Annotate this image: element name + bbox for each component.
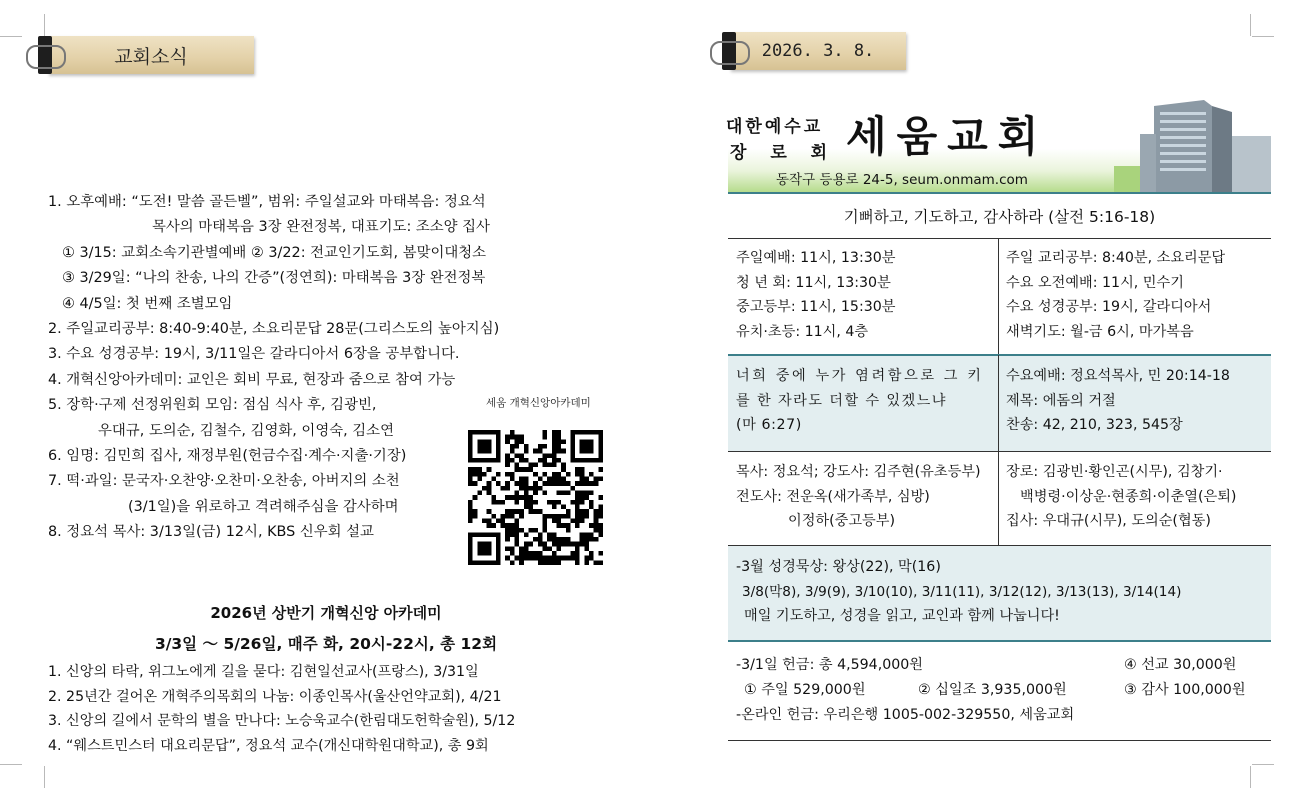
study-schedule: [1006, 246, 1225, 345]
divider: [728, 238, 1271, 239]
news-line: 4. 개혁신앙아카데미: 교인은 회비 무료, 현장과 줌으로 참여 가능: [48, 371, 456, 388]
denomination-line1: 대한예수교: [726, 117, 824, 137]
staff-line: 이정하(중고등부): [788, 513, 896, 530]
academy-list: [48, 660, 515, 758]
news-line: ③ 3/29일: “나의 찬송, 나의 간증”(정연희): 마태복음 3장 완전정복: [62, 270, 486, 287]
crop-mark: [1252, 14, 1274, 37]
schedule-line: 청 년 회: 11시, 13:30분: [736, 274, 891, 291]
offering-tithe: ② 십일조 3,935,000원: [918, 682, 1067, 698]
wednesday-service: [1006, 364, 1230, 438]
bible-reading: [736, 555, 1181, 629]
staff-line: 집사: 우대규(시무), 도의순(협동): [1006, 513, 1211, 530]
news-banner: [48, 36, 254, 74]
verse-line: (마 6:27): [736, 417, 802, 434]
staff-line: 목사: 정요석; 강도사: 김주현(유초등부): [736, 464, 981, 480]
offering-total: -3/1일 헌금: 총 4,594,000원: [736, 657, 923, 673]
news-line: 2. 주일교리공부: 8:40-9:40분, 소요리문답 28문(그리스도의 높아지심): [48, 321, 500, 338]
news-line: 7. 떡·과일: 문국자·오찬양·오찬미·오찬송, 아버지의 소천: [48, 473, 400, 490]
academy-subtitle: 3/3일 ～ 5/26일, 매주 화, 20시-22시, 총 12회: [154, 635, 498, 653]
news-line: 1. 오후예배: “도전! 말씀 골든벨”, 범위: 주일설교와 마태복음: 정요석: [48, 194, 486, 210]
news-line: ① 3/15: 교회소속기관별예배 ② 3/22: 전교인기도회, 봄맞이대청소: [62, 244, 487, 261]
column-divider: [998, 355, 999, 451]
schedule-line: 중고등부: 11시, 15:30분: [736, 299, 896, 316]
offering-sunday: ① 주일 529,000원: [744, 682, 866, 698]
verse-line: 를 한 자라도 더할 수 있겠느냐: [736, 392, 947, 409]
schedule-line: 수요 오전예배: 11시, 민수기: [1006, 274, 1184, 291]
wednesday-line: 찬송: 42, 210, 323, 545장: [1006, 417, 1183, 434]
academy-item: 1. 신앙의 타락, 위그노에게 길을 묻다: 김현일선교사(프랑스), 3/31일: [48, 664, 479, 680]
news-line: 6. 임명: 김민희 집사, 재정부원(헌금수집·계수·지출·기장): [48, 448, 407, 465]
offering-mission: ④ 선교 30,000원: [1124, 657, 1237, 673]
verse-line: 너희 중에 누가 염려함으로 그 키: [736, 368, 984, 384]
staff-line: 백병령·이상운·현종희·이춘열(은퇴): [1020, 488, 1237, 505]
news-line: (3/1일)을 위로하고 격려해주심을 감사하며: [128, 498, 399, 515]
motto: 기뻐하고, 기도하고, 감사하라 (살전 5:16-18): [843, 208, 1156, 226]
academy-item: 4. “웨스트민스터 대요리문답”, 정요석 교수(개신대학원대학교), 총 9회: [48, 737, 489, 754]
schedule-line: 주일 교리공부: 8:40분, 소요리문답: [1006, 250, 1226, 266]
church-name: 세움교회: [846, 112, 1049, 161]
binder-clip-icon: [722, 32, 736, 70]
news-line: 3. 수요 성경공부: 19시, 3/11일은 갈라디아서 6장을 공부합니다.: [48, 346, 460, 363]
news-line: ④ 4/5일: 첫 번째 조별모임: [62, 295, 233, 312]
news-line: 목사의 마태복음 3장 완전정복, 대표기도: 조소양 집사: [152, 219, 490, 236]
schedule-line: 주일예배: 11시, 13:30분: [736, 250, 896, 266]
wednesday-line: 수요예배: 정요석목사, 민 20:14-18: [1006, 368, 1230, 384]
reading-line: -3월 성경묵상: 왕상(22), 막(16): [736, 559, 941, 575]
date-banner: [730, 32, 906, 70]
ministers: [736, 460, 981, 534]
crop-mark: [22, 14, 45, 36]
qr-label: 세움 개혁신앙아카데미: [486, 397, 591, 409]
divider: [728, 640, 1271, 642]
schedule-line: 유치·초등: 11시, 4층: [736, 324, 869, 341]
verse: [736, 364, 984, 438]
news-line: 5. 장학·구제 선정위원회 모임: 점심 식사 후, 김광빈,: [48, 397, 377, 414]
crop-mark: [22, 766, 45, 788]
bulletin-date: 2026. 3. 8.: [761, 41, 875, 61]
qr-code[interactable]: [468, 430, 603, 565]
worship-schedule: [736, 246, 895, 345]
academy-item: 3. 신앙의 길에서 문학의 별을 만나다: 노승욱교수(한림대도헌학술원), 5/12: [48, 713, 516, 729]
schedule-line: 새벽기도: 월-금 6시, 마가복음: [1006, 324, 1194, 341]
crop-mark: [1252, 764, 1274, 787]
divider: [728, 451, 1271, 452]
academy-title: 2026년 상반기 개혁신앙 아카데미: [210, 604, 442, 622]
church-building-icon: [1114, 96, 1271, 192]
reading-line: 매일 기도하고, 성경을 읽고, 교인과 함께 나눕니다!: [744, 608, 1060, 625]
online-offering: -온라인 헌금: 우리은행 1005-002-329550, 세움교회: [736, 707, 1075, 723]
schedule-line: 수요 성경공부: 19시, 갈라디아서: [1006, 299, 1212, 316]
offering-thanks: ③ 감사 100,000원: [1124, 682, 1246, 698]
denomination-line2: 장 로 회: [730, 143, 837, 163]
reading-line: 3/8(막8), 3/9(9), 3/10(10), 3/11(11), 3/12(12), 3/13(13), 3/14(14): [742, 583, 1182, 600]
crop-mark: [0, 764, 22, 787]
news-line: 우대규, 도의순, 김철수, 김영화, 이영숙, 김소연: [98, 422, 394, 439]
staff-line: 장로: 김광빈·황인곤(시무), 김창기·: [1006, 464, 1223, 480]
divider: [728, 740, 1271, 741]
elders-deacons: [1006, 460, 1236, 534]
wednesday-line: 제목: 에돔의 거절: [1006, 392, 1116, 409]
church-address: 동작구 등용로 24-5, seum.onmam.com: [776, 172, 1028, 188]
academy-item: 2. 25년간 걸어온 개혁주의목회의 나눔: 이종인목사(울산언약교회), 4/21: [48, 688, 502, 705]
staff-line: 전도사: 전운옥(새가족부, 심방): [736, 488, 930, 505]
crop-mark: [0, 14, 22, 37]
news-line: 8. 정요석 목사: 3/13일(금) 12시, KBS 신우회 설교: [48, 524, 374, 541]
news-banner-title: 교회소식: [114, 45, 188, 68]
binder-clip-icon: [38, 36, 52, 74]
divider: [728, 354, 1271, 356]
